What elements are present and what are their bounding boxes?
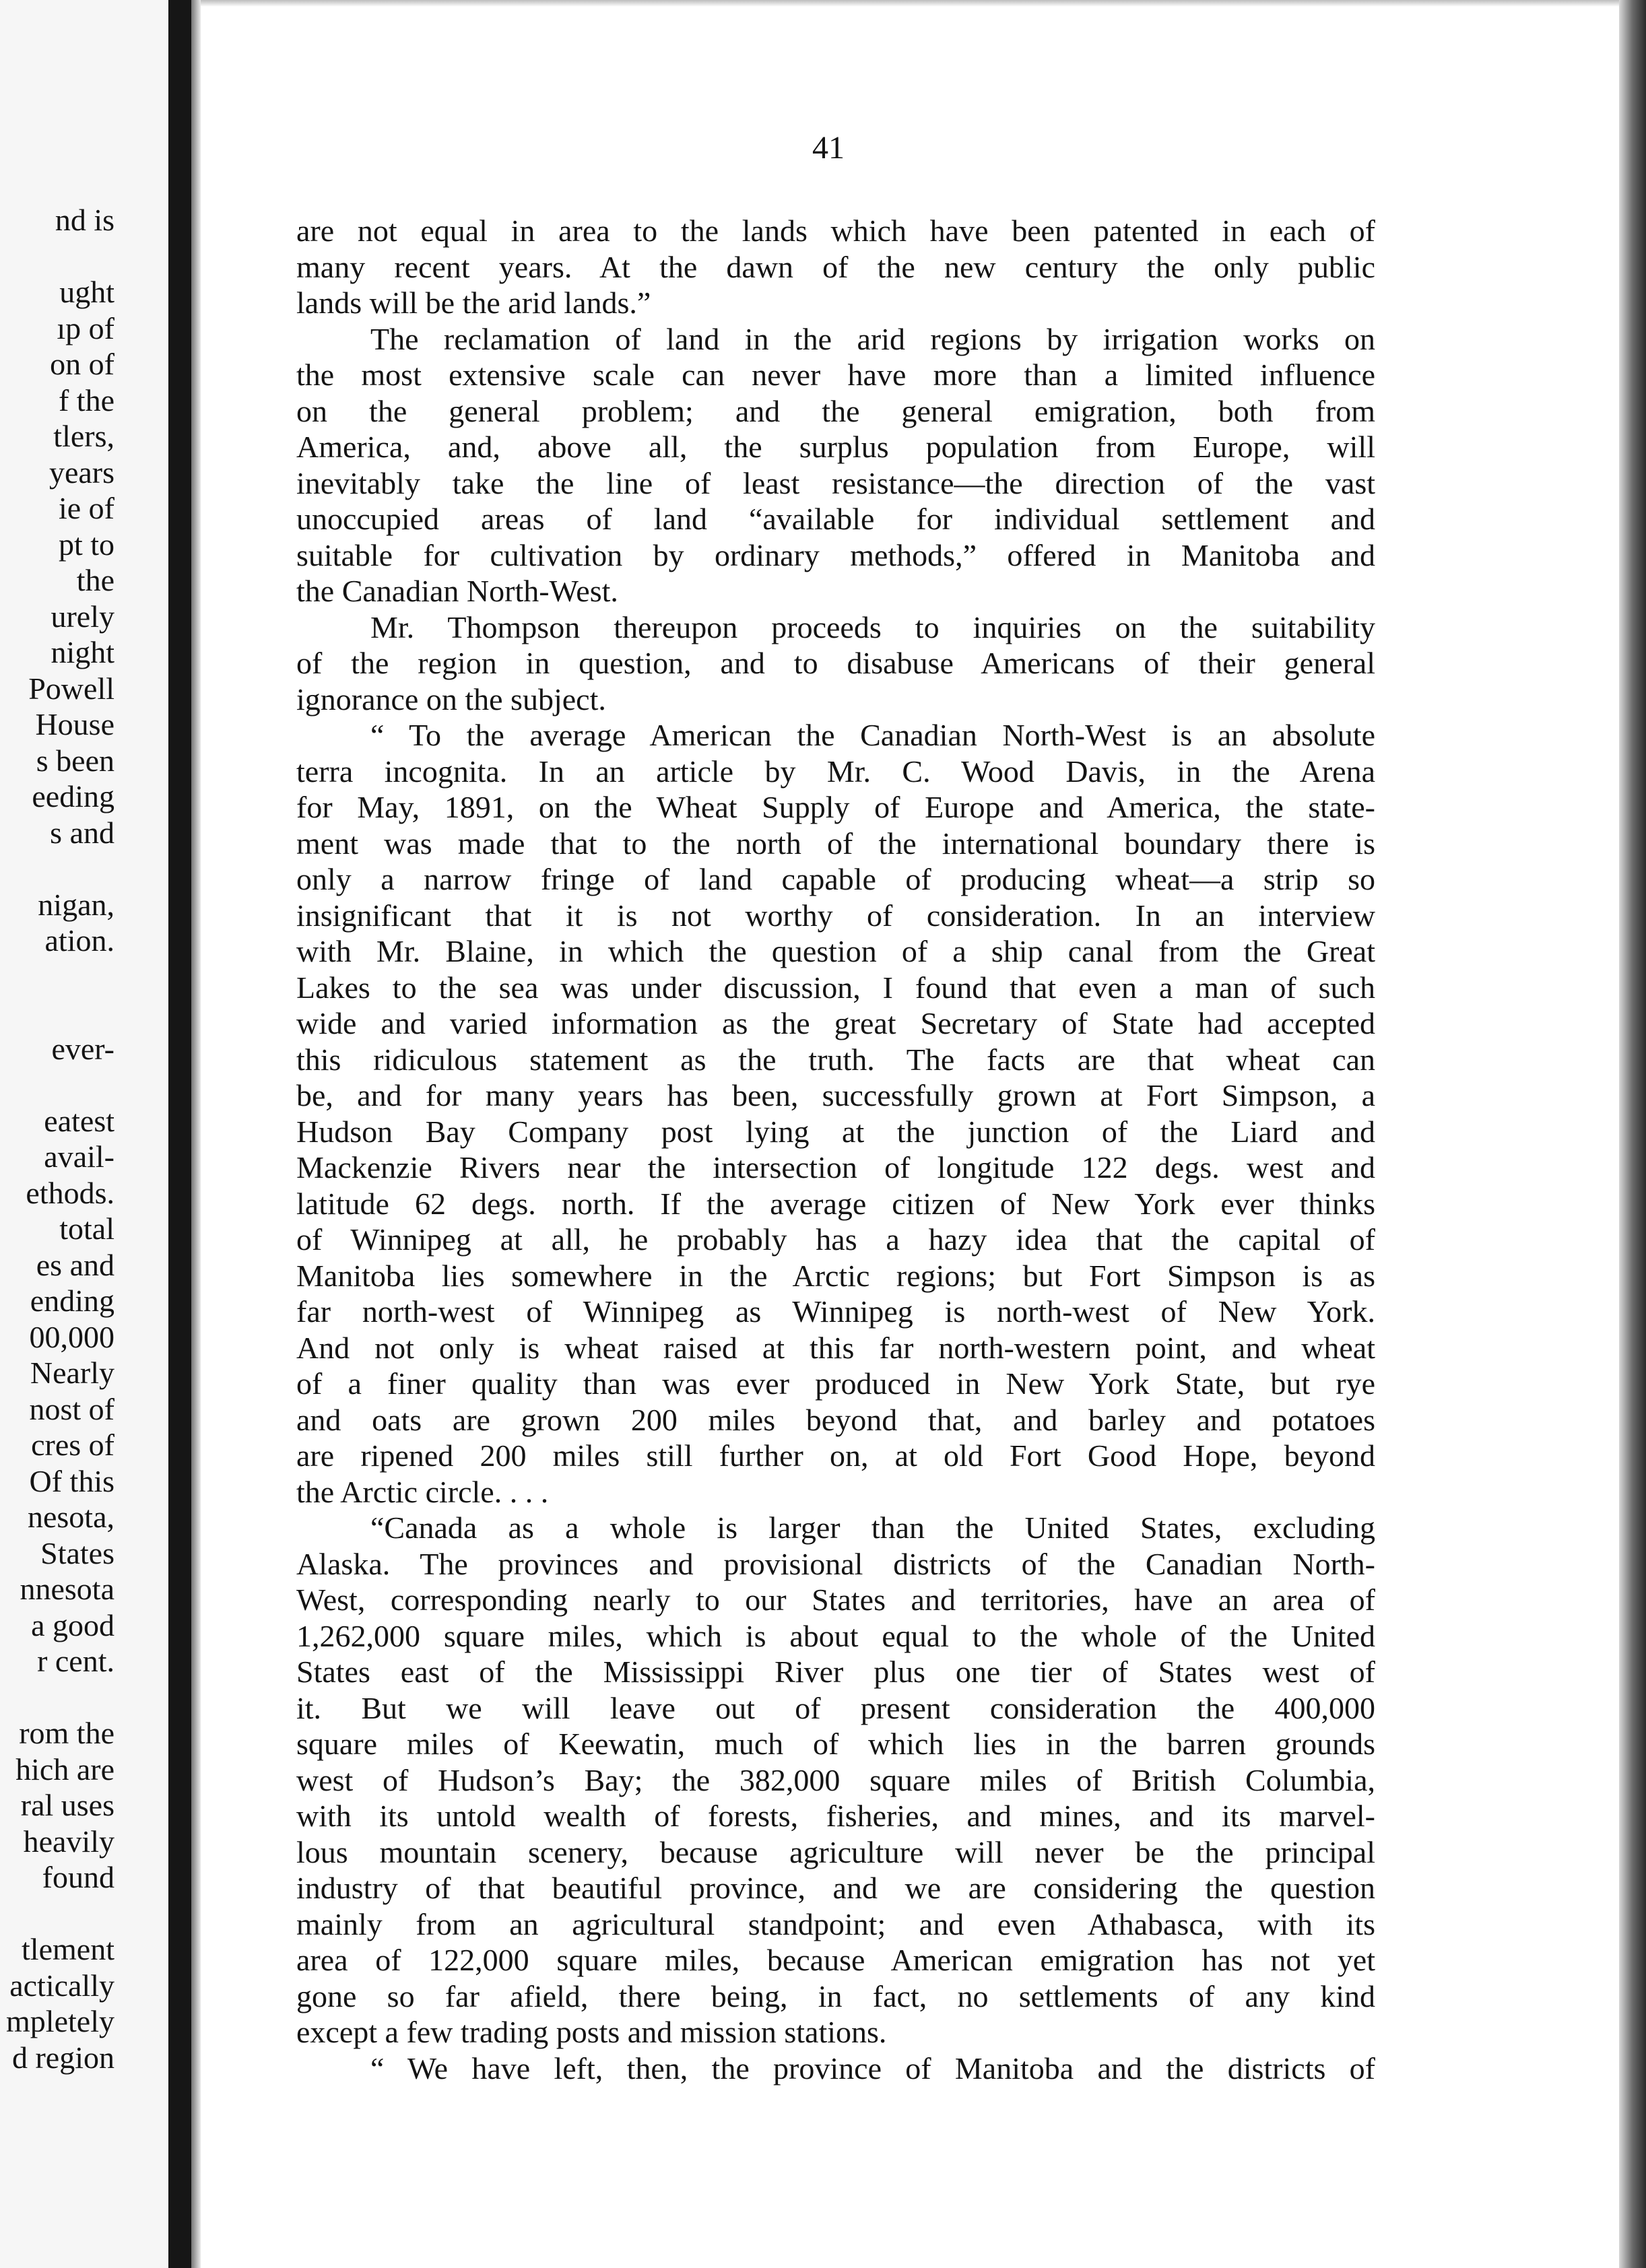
text-line: far north-west of Winnipeg as Winnipeg is north-west of New York.	[296, 1294, 1375, 1329]
facing-page-line	[6, 1067, 114, 1103]
facing-page-line: urely	[51, 599, 114, 634]
text-line: unoccupied areas of land “available for individual settlement and	[296, 502, 1375, 536]
text-line: industry of that beautiful province, and we are considering the question	[296, 1871, 1375, 1905]
text-line: with Mr. Blaine, in which the question of a ship canal from the Great	[296, 934, 1375, 968]
gutter-shadow	[191, 0, 201, 2268]
facing-page-line: s been	[36, 743, 114, 778]
facing-page-line: on of	[50, 347, 114, 381]
facing-page-line: the	[76, 563, 114, 597]
text-line: west of Hudson’s Bay; the 382,000 square miles of British Columbia,	[296, 1762, 1375, 1797]
facing-page-line: es and	[36, 1247, 114, 1282]
facing-page-line: ıp of	[57, 310, 114, 345]
facing-page-line	[6, 995, 114, 1031]
facing-page-line: Powell	[28, 671, 114, 706]
facing-page-line: f the	[58, 382, 114, 418]
facing-page-line: actically	[9, 1968, 114, 2003]
page-body-text	[296, 213, 1375, 2086]
facing-page-line: nd is	[55, 203, 114, 237]
facing-page-line	[6, 1896, 114, 1932]
facing-page-line: eatest	[44, 1103, 114, 1138]
text-line: ment was made that to the north of the international boundary there is	[296, 826, 1375, 861]
facing-page-line: ral uses	[20, 1788, 114, 1822]
facing-page-line: found	[42, 1860, 114, 1894]
text-line: area of 122,000 square miles, because American emigration has not yet	[296, 1943, 1375, 1977]
facing-page-line: Nearly	[30, 1356, 114, 1390]
text-line: the Canadian North-West.	[296, 574, 618, 608]
text-line: The reclamation of land in the arid regions by irrigation works on	[370, 321, 1375, 356]
facing-page-line: ie of	[58, 491, 114, 525]
text-line: Mr. Thompson thereupon proceeds to inquiries on the suitability	[370, 609, 1375, 644]
text-line: wide and varied information as the great Secretary of State had accepted	[296, 1006, 1375, 1040]
text-line: be, and for many years has been, successfully grown at Fort Simpson, a	[296, 1078, 1375, 1112]
text-line: Manitoba lies somewhere in the Arctic regions; but Fort Simpson is as	[296, 1258, 1375, 1293]
facing-page-line	[6, 238, 114, 275]
facing-page-line: avail-	[44, 1139, 114, 1174]
text-line: are ripened 200 miles still further on, at old Fort Good Hope, beyond	[296, 1438, 1375, 1473]
facing-page-line: eeding	[32, 779, 114, 813]
facing-page-text	[6, 202, 114, 2075]
text-line: of a finer quality than was ever produced in New York State, but rye	[296, 1366, 1375, 1401]
facing-page-line: heavily	[23, 1824, 114, 1859]
facing-page-line: States	[40, 1535, 114, 1570]
text-line: lands will be the arid lands.”	[296, 286, 651, 320]
text-line: “ To the average American the Canadian North-West is an absolute	[370, 718, 1375, 752]
text-line: terra incognita. In an article by Mr. C. Wood Davis, in the Arena	[296, 754, 1375, 789]
facing-page-line: mpletely	[6, 2004, 114, 2038]
text-line: America, and, above all, the surplus population from Europe, will	[296, 430, 1375, 464]
facing-page-line: a good	[31, 1607, 114, 1642]
text-line: inevitably take the line of least resistance—the direction of the vast	[296, 465, 1375, 500]
text-line: suitable for cultivation by ordinary methods,” offered in Manitoba and	[296, 537, 1375, 572]
facing-page-line	[6, 959, 114, 995]
facing-page-line: ethods.	[26, 1175, 114, 1210]
text-line: “Canada as a whole is larger than the United States, excluding	[370, 1510, 1375, 1545]
facing-page-line: nesota,	[27, 1500, 114, 1534]
facing-page-line: s and	[50, 815, 114, 850]
facing-page-line: total	[59, 1211, 114, 1246]
text-line: 1,262,000 square miles, which is about equal to the whole of the United	[296, 1618, 1375, 1653]
text-line: West, corresponding nearly to our States and territories, have an area of	[296, 1582, 1375, 1617]
text-line: Alaska. The provinces and provisional districts of the Canadian North-	[296, 1546, 1375, 1581]
text-line: of Winnipeg at all, he probably has a hazy idea that the capital of	[296, 1222, 1375, 1257]
facing-page-line: rom the	[19, 1716, 114, 1750]
facing-page-line: pt to	[58, 527, 114, 562]
text-line: insignificant that it is not worthy of consideration. In an interview	[296, 898, 1375, 933]
text-line: with its untold wealth of forests, fisheries, and mines, and its marvel-	[296, 1799, 1375, 1833]
facing-page-line: 00,000	[29, 1319, 114, 1354]
facing-page-line: cres of	[31, 1428, 114, 1462]
text-line: are not equal in area to the lands which have been patented in each of	[296, 213, 1375, 248]
text-line: of the region in question, and to disabuse Americans of their general	[296, 646, 1375, 680]
text-line: on the general problem; and the general emigration, both from	[296, 393, 1375, 428]
text-line: it. But we will leave out of present consideration the 400,000	[296, 1690, 1375, 1725]
facing-page-line: hich are	[15, 1752, 114, 1787]
facing-page-line: ever-	[51, 1031, 114, 1066]
facing-page-line: r cent.	[37, 1644, 114, 1678]
text-line: square miles of Keewatin, much of which lies in the barren grounds	[296, 1727, 1375, 1761]
facing-page-line: nigan,	[38, 887, 114, 922]
facing-page-line: tlers,	[53, 419, 114, 453]
text-line: except a few trading posts and mission stations.	[296, 2015, 887, 2049]
facing-page-line: Of this	[29, 1463, 114, 1498]
text-line: gone so far afield, there being, in fact, no settlements of any kind	[296, 1978, 1375, 2013]
facing-page-line: tlement	[22, 1932, 114, 1966]
text-line: many recent years. At the dawn of the new century the only public	[296, 249, 1375, 284]
text-line: Lakes to the sea was under discussion, I found that even a man of such	[296, 970, 1375, 1005]
facing-page-line: d region	[11, 2040, 114, 2075]
text-line: And not only is wheat raised at this far north-western point, and wheat	[296, 1330, 1375, 1365]
text-line: mainly from an agricultural standpoint; and even Athabasca, with its	[296, 1906, 1375, 1941]
facing-page-line	[6, 1679, 114, 1716]
book-gutter	[168, 0, 191, 2268]
text-line: States east of the Mississippi River plus one tier of States west of	[296, 1655, 1375, 1689]
text-line: only a narrow fringe of land capable of producing wheat—a strip so	[296, 862, 1375, 896]
text-line: for May, 1891, on the Wheat Supply of Europe and America, the state-	[296, 790, 1375, 824]
facing-page-line	[6, 850, 114, 887]
page-number: 41	[812, 130, 845, 166]
text-line: Hudson Bay Company post lying at the junction of the Liard and	[296, 1114, 1375, 1149]
text-line: the Arctic circle. . . .	[296, 1474, 549, 1509]
page-top-shadow	[201, 0, 1619, 7]
facing-page-line: nnesota	[20, 1572, 114, 1606]
facing-page-line: ending	[30, 1283, 114, 1318]
facing-page-line: ation.	[44, 923, 114, 958]
facing-page-line: House	[35, 707, 114, 741]
facing-page-line: ught	[59, 275, 114, 309]
text-line: and oats are grown 200 miles beyond that, and barley and potatoes	[296, 1402, 1375, 1437]
facing-page-line: nost of	[29, 1391, 114, 1426]
text-line: ignorance on the subject.	[296, 681, 606, 716]
text-line: Mackenzie Rivers near the intersection of longitude 122 degs. west and	[296, 1150, 1375, 1185]
text-line: the most extensive scale can never have more than a limited influence	[296, 358, 1375, 392]
text-line: lous mountain scenery, because agriculture will never be the principal	[296, 1834, 1375, 1869]
facing-page-line: night	[51, 635, 114, 669]
text-line: latitude 62 degs. north. If the average citizen of New York ever thinks	[296, 1186, 1375, 1221]
text-line: “ We have left, then, the province of Manitoba and the districts of	[370, 2050, 1375, 2086]
page-right-edge	[1619, 0, 1646, 2268]
facing-page	[0, 0, 168, 2268]
facing-page-line: years	[48, 455, 114, 490]
text-line: this ridiculous statement as the truth. The facts are that wheat can	[296, 1042, 1375, 1077]
